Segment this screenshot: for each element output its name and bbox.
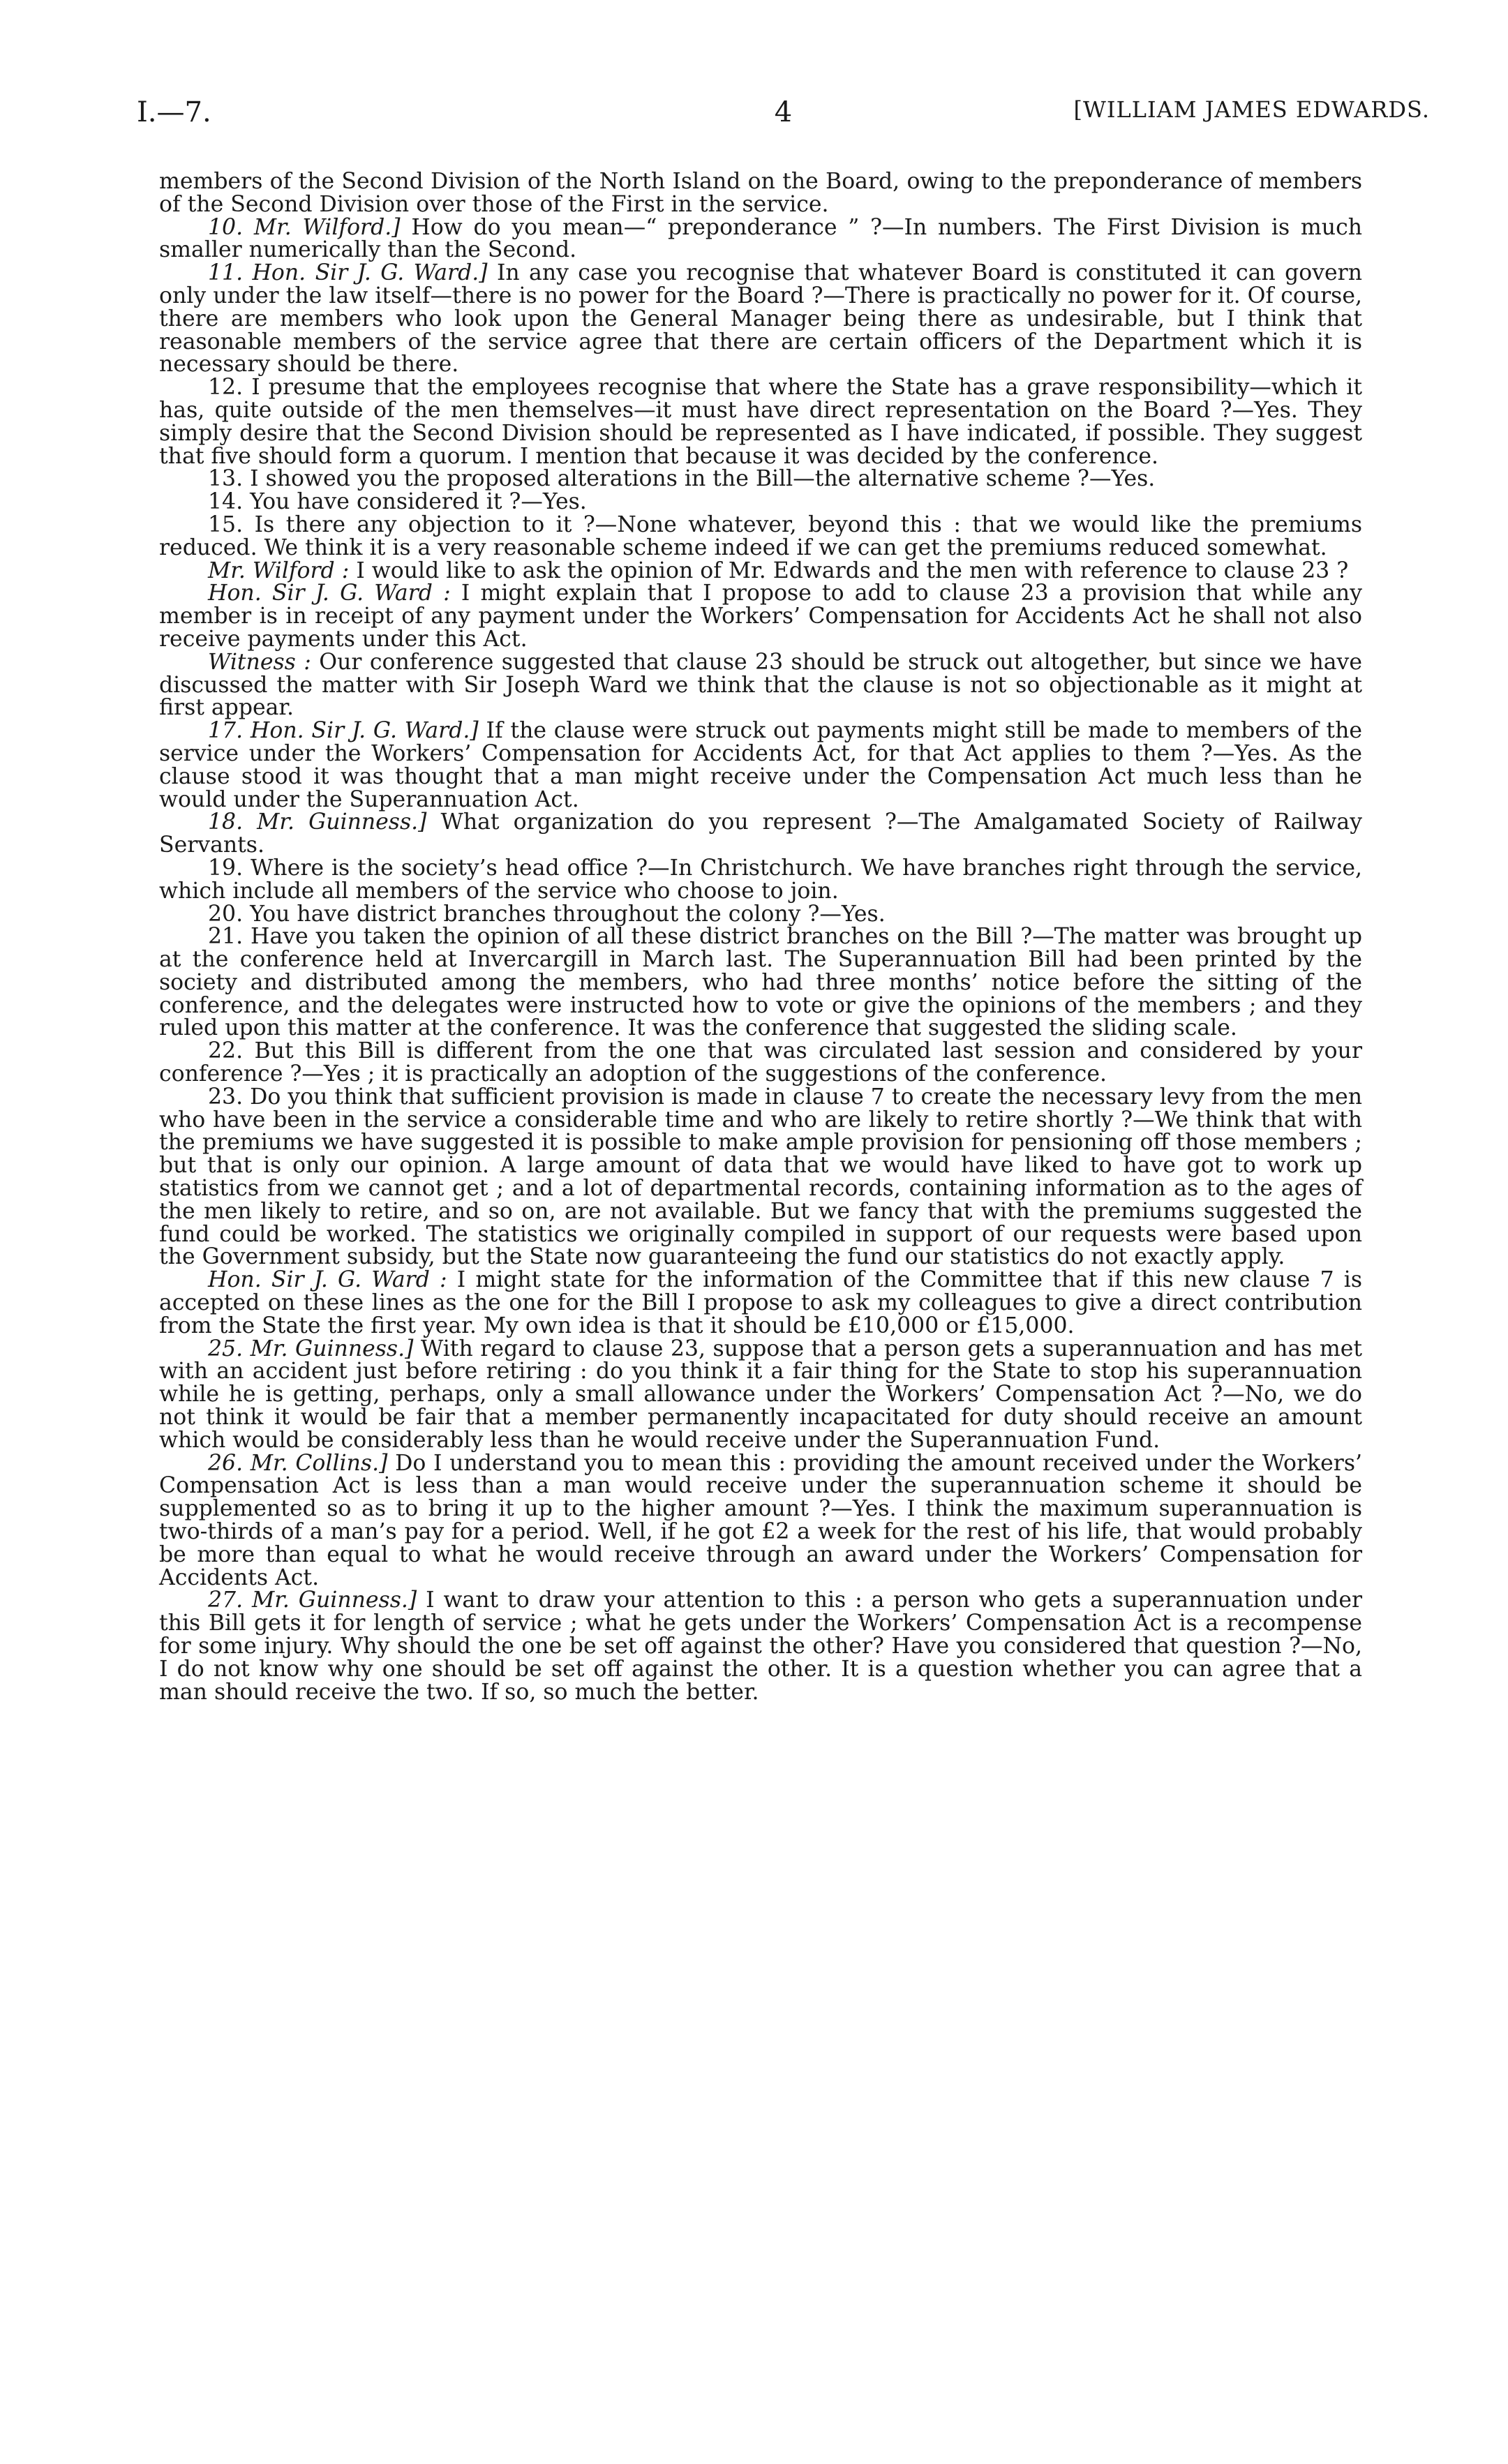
paragraph: Witness : Our conference suggested that clause 23 should be struck out altogether, but since we have discussed the matter with Sir Joseph Ward we think that the clause is not so objectionable as it might at first appear. — [159, 649, 1362, 721]
paragraph: 27. Mr. Guinness.] I want to draw your attention to this : a person who gets a superannuation under this Bill gets it for length of service ; what he gets under the Workers’ Compensation Act is a recompense for some injury. Why should the one be set off against the other? Have you considered that question ?—No, I do not know why one should be set off against the other. It is a question whether you can agree that a man should receive the two. If so, so much the better. — [159, 1588, 1363, 1705]
paragraph: Hon. Sir J. G. Ward : I might explain that I propose to add to clause 23 a provision that while any member is in receipt of any payment under the Workers’ Compensation for Accidents Act he shall not also receive payments under this Act. — [159, 581, 1362, 652]
paragraph: Mr. Wilford : I would like to ask the opinion of Mr. Edwards and the men with reference to clause 23 ? — [208, 558, 1349, 583]
page-number: 4 — [774, 96, 793, 128]
paragraph: 11. Hon. Sir J. G. Ward.] In any case you recognise that whatever Board is constituted it can govern only under the law itself—there is no power for the Board ?—There is practically no power for it. Of course, there are members who look upon the General Manager being there as undesirable, but I think that reasonable members of the service agree that there are certain officers of the Department which it is necessary should be there. — [159, 260, 1362, 378]
witness-name: [WILLIAM JAMES EDWARDS. — [1073, 96, 1430, 123]
page-header — [137, 96, 1430, 138]
paragraph: 22. But this Bill is different from the one that was circulated last session and considered by your conference ?—Yes ; it is practically an adoption of the suggestions of the conference. — [159, 1038, 1362, 1087]
page-reference: I.—7. — [137, 96, 211, 128]
paragraph: 26. Mr. Collins.] Do I understand you to mean this : providing the amount received under the Workers’ Compensation Act is less than a man would receive under the superannuation scheme it should be supplemented so as to bring it up to the higher amount ?—Yes. I think the maximum superannuation is two-thirds of a man’s pay for a period. Well, if he got £2 a week for the rest of his life, that would probably be more than equal to what he would receive through an award under the Workers’ Compensation for Accidents Act. — [159, 1450, 1363, 1590]
paragraph: 12. I presume that the employees recognise that where the State has a grave responsibility—which it has, quite outside of the men themselves—it must have direct representation on the Board ?—Yes. They simply desire that the Second Division should be represented as I have indicated, if possible. They suggest that five should form a quorum. I mention that because it was decided by the conference. — [159, 375, 1362, 469]
paragraph: 17. Hon. Sir J. G. Ward.] If the clause were struck out payments might still be made to members of the service under the Workers’ Compensation for Accidents Act, for that Act applies to them ?—Yes. As the clause stood it was thought that a man might receive under the Compensation Act much less than he would under the Superannuation Act. — [159, 718, 1362, 812]
paragraph: 15. Is there any objection to it ?—None whatever, beyond this : that we would like the premiums reduced. We think it is a very reasonable scheme indeed if we can get the premiums reduced somewhat. — [159, 512, 1362, 560]
paragraph: members of the Second Division of the North Island on the Board, owing to the preponderance of members of the Second Division over those of the First in the service. — [159, 169, 1362, 217]
transcript-body — [159, 170, 1362, 1703]
paragraph: 13. I showed you the proposed alterations in the Bill—the alternative scheme ?—Yes. — [208, 466, 1156, 492]
paragraph: 19. Where is the society’s head office ?—In Christchurch. We have branches right through the service, which include all members of the service who choose to join. — [159, 855, 1362, 904]
paragraph: 21. Have you taken the opinion of all these district branches on the Bill ?—The matter was brought up at the conference held at Invercargill in March last. The Superannuation Bill had been printed by the society and distributed among the members, who had three months’ notice before the sitting of the conference, and the delegates were instructed how to vote or give the opinions of the members ; and they ruled upon this matter at the conference. It was the conference that suggested the sliding scale. — [159, 924, 1362, 1041]
paragraph: 25. Mr. Guinness.] With regard to clause 23, suppose that a person gets a superannuation and has met with an accident just before retiring : do you think it a fair thing for the State to stop his superannuation while he is getting, perhaps, only a small allowance under the Workers’ Compensation Act ?—No, we do not think it would be fair that a member permanently incapacitated for duty should receive an amount which would be considerably less than he would receive under the Superannuation Fund. — [159, 1336, 1363, 1453]
paragraph: 10. Mr. Wilford.] How do you mean—“ preponderance ” ?—In numbers. The First Division is much smaller numerically than the Second. — [159, 214, 1362, 263]
paragraph: Hon. Sir J. G. Ward : I might state for the information of the Committee that if this new clause 7 is accepted on these lines as the one for the Bill I propose to ask my colleagues to give a direct contribution from the State the first year. My own idea is that it should be £10,000 or £15,000. — [159, 1267, 1363, 1338]
paragraph: 14. You have considered it ?—Yes. — [208, 489, 587, 515]
paragraph: 23. Do you think that sufficient provision is made in clause 7 to create the necessary levy from the men who have been in the service a considerable time and who are likely to retire shortly ?—We think that with the premiums we have suggested it is possible to make ample provision for pensioning off those members ; but that is only our opinion. A large amount of data that we would have liked to have got to work up statistics from we cannot get ; and a lot of departmental records, containing information as to the ages of the men likely to retire, and so on, are not available. But we fancy that with the premiums suggested the fund could be worked. The statistics we originally compiled in support of our requests were based upon the Government subsidy, but the State now guaranteeing the fund our statistics do not exactly apply. — [159, 1084, 1362, 1270]
paragraph: 18. Mr. Guinness.] What organization do you represent ?—The Amalgamated Society of Railway Servants. — [159, 809, 1362, 858]
paragraph: 20. You have district branches throughout the colony ?—Yes. — [208, 901, 886, 927]
